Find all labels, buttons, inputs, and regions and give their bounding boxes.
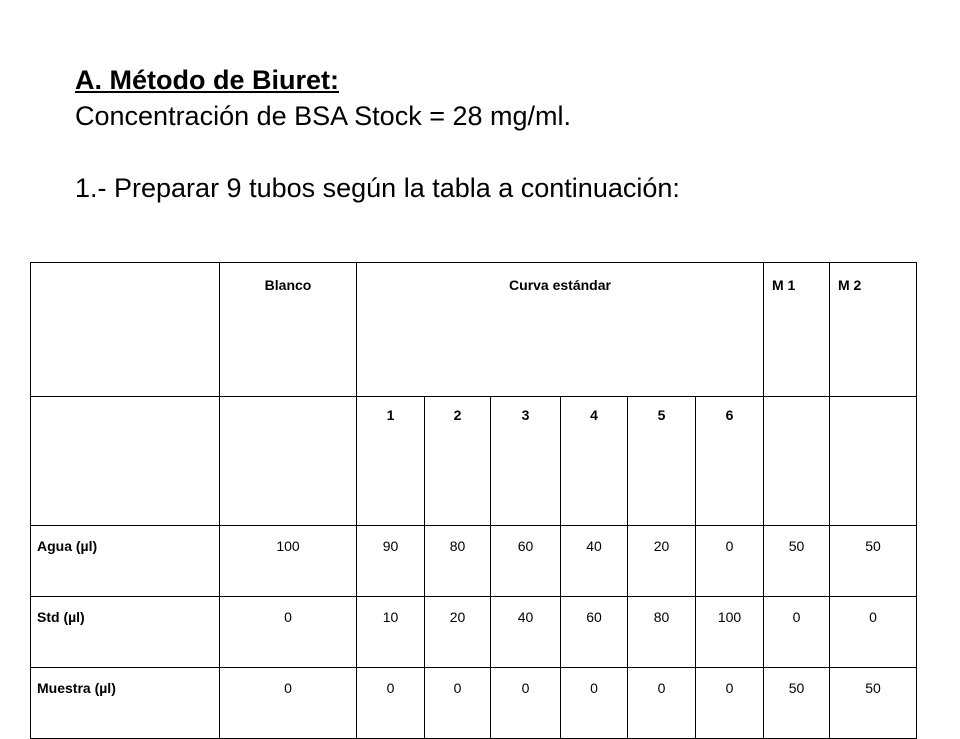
instruction-text: 1.- Preparar 9 tubos según la tabla a continuación: bbox=[75, 173, 680, 203]
table-cell: 0 bbox=[764, 597, 830, 668]
table-cell: 90 bbox=[357, 526, 425, 597]
table-cell: 60 bbox=[561, 597, 628, 668]
empty-cell bbox=[31, 263, 220, 397]
table-cell: 0 bbox=[425, 668, 491, 739]
table-cell: 40 bbox=[561, 526, 628, 597]
empty-cell bbox=[220, 397, 357, 526]
empty-cell bbox=[830, 397, 917, 526]
table-cell: 0 bbox=[561, 668, 628, 739]
row-label: Muestra (µl) bbox=[31, 668, 220, 739]
table-cell: 0 bbox=[696, 526, 764, 597]
header-row bbox=[31, 263, 917, 397]
table-cell: 50 bbox=[830, 526, 917, 597]
tube-number: 5 bbox=[628, 397, 696, 526]
table-cell: 80 bbox=[628, 597, 696, 668]
table-cell: 0 bbox=[220, 597, 357, 668]
header-m2: M 2 bbox=[830, 263, 917, 397]
table-cell: 0 bbox=[357, 668, 425, 739]
spacer bbox=[75, 134, 680, 170]
table-cell: 0 bbox=[696, 668, 764, 739]
table-cell: 10 bbox=[357, 597, 425, 668]
concentration-text: Concentración de BSA Stock = 28 mg/ml. bbox=[75, 101, 572, 131]
heading-block bbox=[75, 62, 680, 206]
section-title: A. Método de Biuret: bbox=[75, 65, 339, 95]
table-cell: 40 bbox=[491, 597, 561, 668]
empty-cell bbox=[31, 397, 220, 526]
tube-number: 2 bbox=[425, 397, 491, 526]
table-cell: 100 bbox=[220, 526, 357, 597]
table-cell: 0 bbox=[628, 668, 696, 739]
table-cell: 50 bbox=[764, 526, 830, 597]
tube-number: 3 bbox=[491, 397, 561, 526]
table-cell: 0 bbox=[830, 597, 917, 668]
table-cell: 80 bbox=[425, 526, 491, 597]
header-blanco: Blanco bbox=[220, 263, 357, 397]
table-cell: 60 bbox=[491, 526, 561, 597]
table-cell: 100 bbox=[696, 597, 764, 668]
row-label: Agua (µl) bbox=[31, 526, 220, 597]
empty-cell bbox=[764, 397, 830, 526]
table-row bbox=[31, 526, 917, 597]
table-row bbox=[31, 597, 917, 668]
table-cell: 50 bbox=[830, 668, 917, 739]
table-cell: 0 bbox=[220, 668, 357, 739]
table-cell: 0 bbox=[491, 668, 561, 739]
tube-number: 6 bbox=[696, 397, 764, 526]
tube-number-row bbox=[31, 397, 917, 526]
tubes-table bbox=[30, 262, 917, 739]
table-cell: 20 bbox=[425, 597, 491, 668]
tube-number: 4 bbox=[561, 397, 628, 526]
tube-number: 1 bbox=[357, 397, 425, 526]
table-cell: 20 bbox=[628, 526, 696, 597]
table-cell: 50 bbox=[764, 668, 830, 739]
table-row bbox=[31, 668, 917, 739]
header-m1: M 1 bbox=[764, 263, 830, 397]
row-label: Std (µl) bbox=[31, 597, 220, 668]
header-curva-estandar: Curva estándar bbox=[357, 263, 764, 397]
